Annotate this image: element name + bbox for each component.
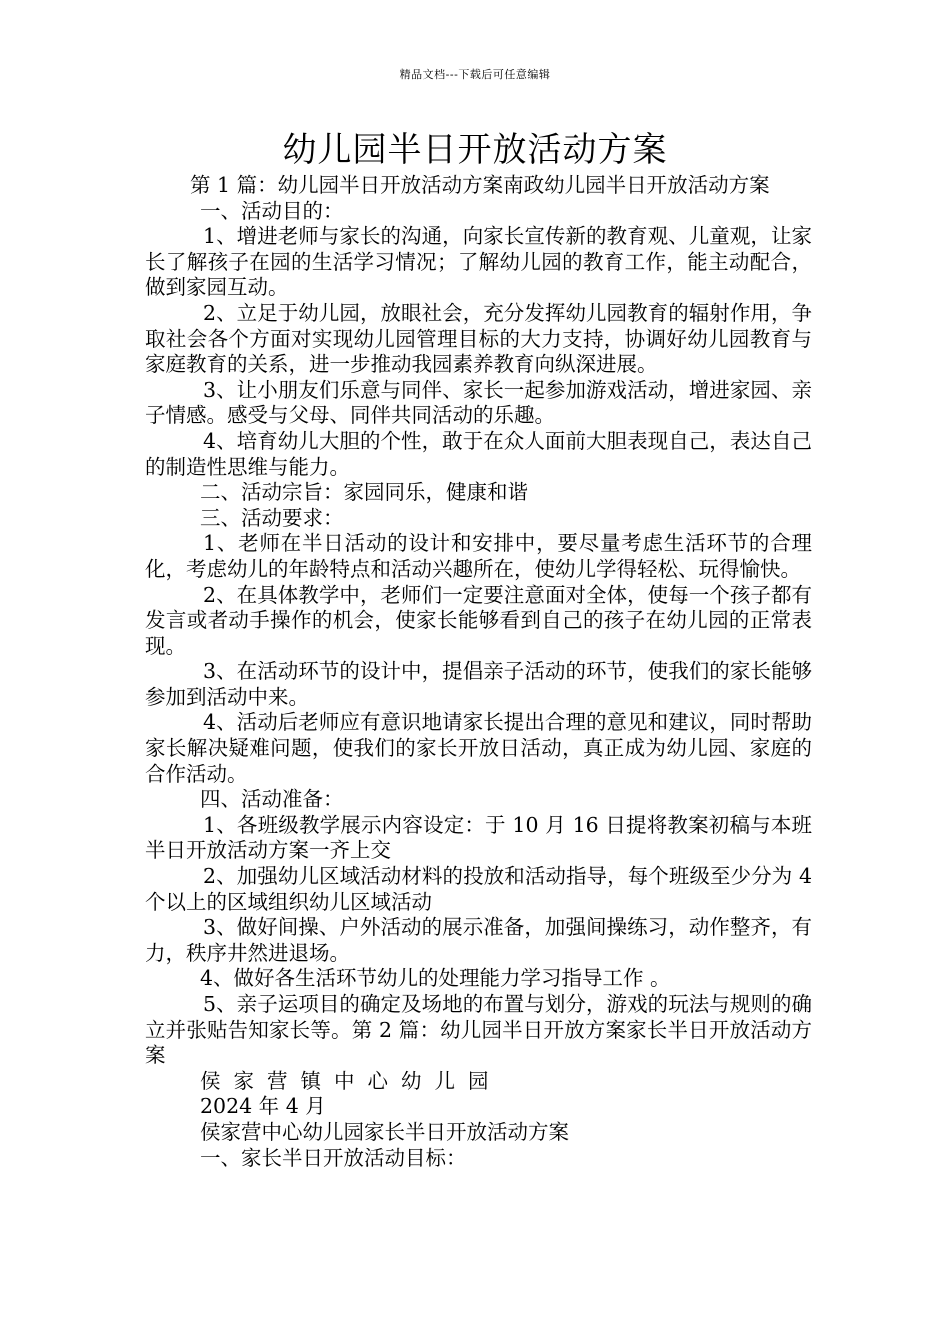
paragraph-goal-1: 1、增进老师与家长的沟通，向家长宣传新的教育观、儿童观，让家长了解孩子在园的生活学习情况；了解幼儿园的教育工作，能主动配合，做到家园互动。 — [145, 224, 812, 300]
paragraph-goal-3: 3、让小朋友们乐意与同伴、家长一起参加游戏活动，增进家园、亲子情感。感受与父母、同伴共同活动的乐趣。 — [145, 377, 812, 428]
paragraph-preparation-3: 3、做好间操、户外活动的展示准备，加强间操练习，动作整齐，有力，秩序井然进退场。 — [145, 915, 812, 965]
paragraph-preparation-4: 4、做好各生活环节幼儿的处理能力学习指导工作 。 — [200, 966, 671, 991]
paragraph-preparation-5: 5、亲子运项目的确定及场地的布置与划分，游戏的玩法与规则的确立并张贴告知家长等。第 2 篇：幼儿园半日开放方案家长半日开放活动方案 — [145, 992, 812, 1068]
paragraph-kindergarten-name: 侯家营镇中心幼儿园 — [200, 1068, 502, 1093]
paragraph-chapter-1-heading: 第 1 篇：幼儿园半日开放活动方案南政幼儿园半日开放活动方案 — [190, 173, 770, 197]
paragraph-requirement-3: 3、在活动环节的设计中，提倡亲子活动的环节，使我们的家长能够参加到活动中来。 — [145, 659, 812, 709]
paragraph-section-preparation-heading: 四、活动准备： — [200, 787, 344, 812]
paragraph-goal-2: 2、立足于幼儿园，放眼社会，充分发挥幼儿园教育的辐射作用，争取社会各个方面对实现幼儿园管理目标的大力支持，协调好幼儿园教育与家庭教育的关系，进一步推动我园素养教育向纵深进展。 — [145, 300, 812, 377]
paragraph-preparation-2: 2、加强幼儿区域活动材料的投放和活动指导，每个班级至少分为 4 个以上的区域组织幼儿区域活动 — [145, 864, 812, 914]
paragraph-open-day-goals-heading: 一、家长半日开放活动目标： — [200, 1145, 467, 1170]
paragraph-requirement-1: 1、老师在半日活动的设计和安排中，要尽量考虑生活环节的合理化，考虑幼儿的年龄特点和活动兴趣所在，使幼儿学得轻松、玩得愉快。 — [145, 531, 812, 581]
paragraph-date: 2024 年 4 月 — [200, 1094, 326, 1119]
paragraph-section-requirements-heading: 三、活动要求： — [200, 505, 344, 530]
paragraph-plan-title: 侯家营中心幼儿园家长半日开放活动方案 — [200, 1119, 569, 1144]
paragraph-requirement-2: 2、在具体教学中，老师们一定要注意面对全体，使每一个孩子都有发言或者动手操作的机会，使家长能够看到自己的孩子在幼儿园的正常表现。 — [145, 582, 812, 658]
paragraph-section-goals-heading: 一、活动目的： — [200, 198, 344, 223]
paragraph-goal-4: 4、培育幼儿大胆的个性，敢于在众人面前大胆表现自己，表达自己的制造性思维与能力。 — [145, 428, 812, 479]
paragraph-requirement-4: 4、活动后老师应有意识地请家长提出合理的意见和建议，同时帮助家长解决疑难问题，使我们的家长开放日活动，真正成为幼儿园、家庭的合作活动。 — [145, 710, 812, 786]
header-note: 精品文档---下载后可任意编辑 — [399, 68, 551, 81]
document-body — [145, 173, 812, 1171]
paragraph-section-purpose: 二、活动宗旨：家园同乐，健康和谐 — [200, 480, 528, 505]
paragraph-preparation-1: 1、各班级教学展示内容设定：于 10 月 16 日提将教案初稿与本班半日开放活动方案一齐上交 — [145, 812, 812, 863]
document-title: 幼儿园半日开放活动方案 — [282, 130, 668, 170]
